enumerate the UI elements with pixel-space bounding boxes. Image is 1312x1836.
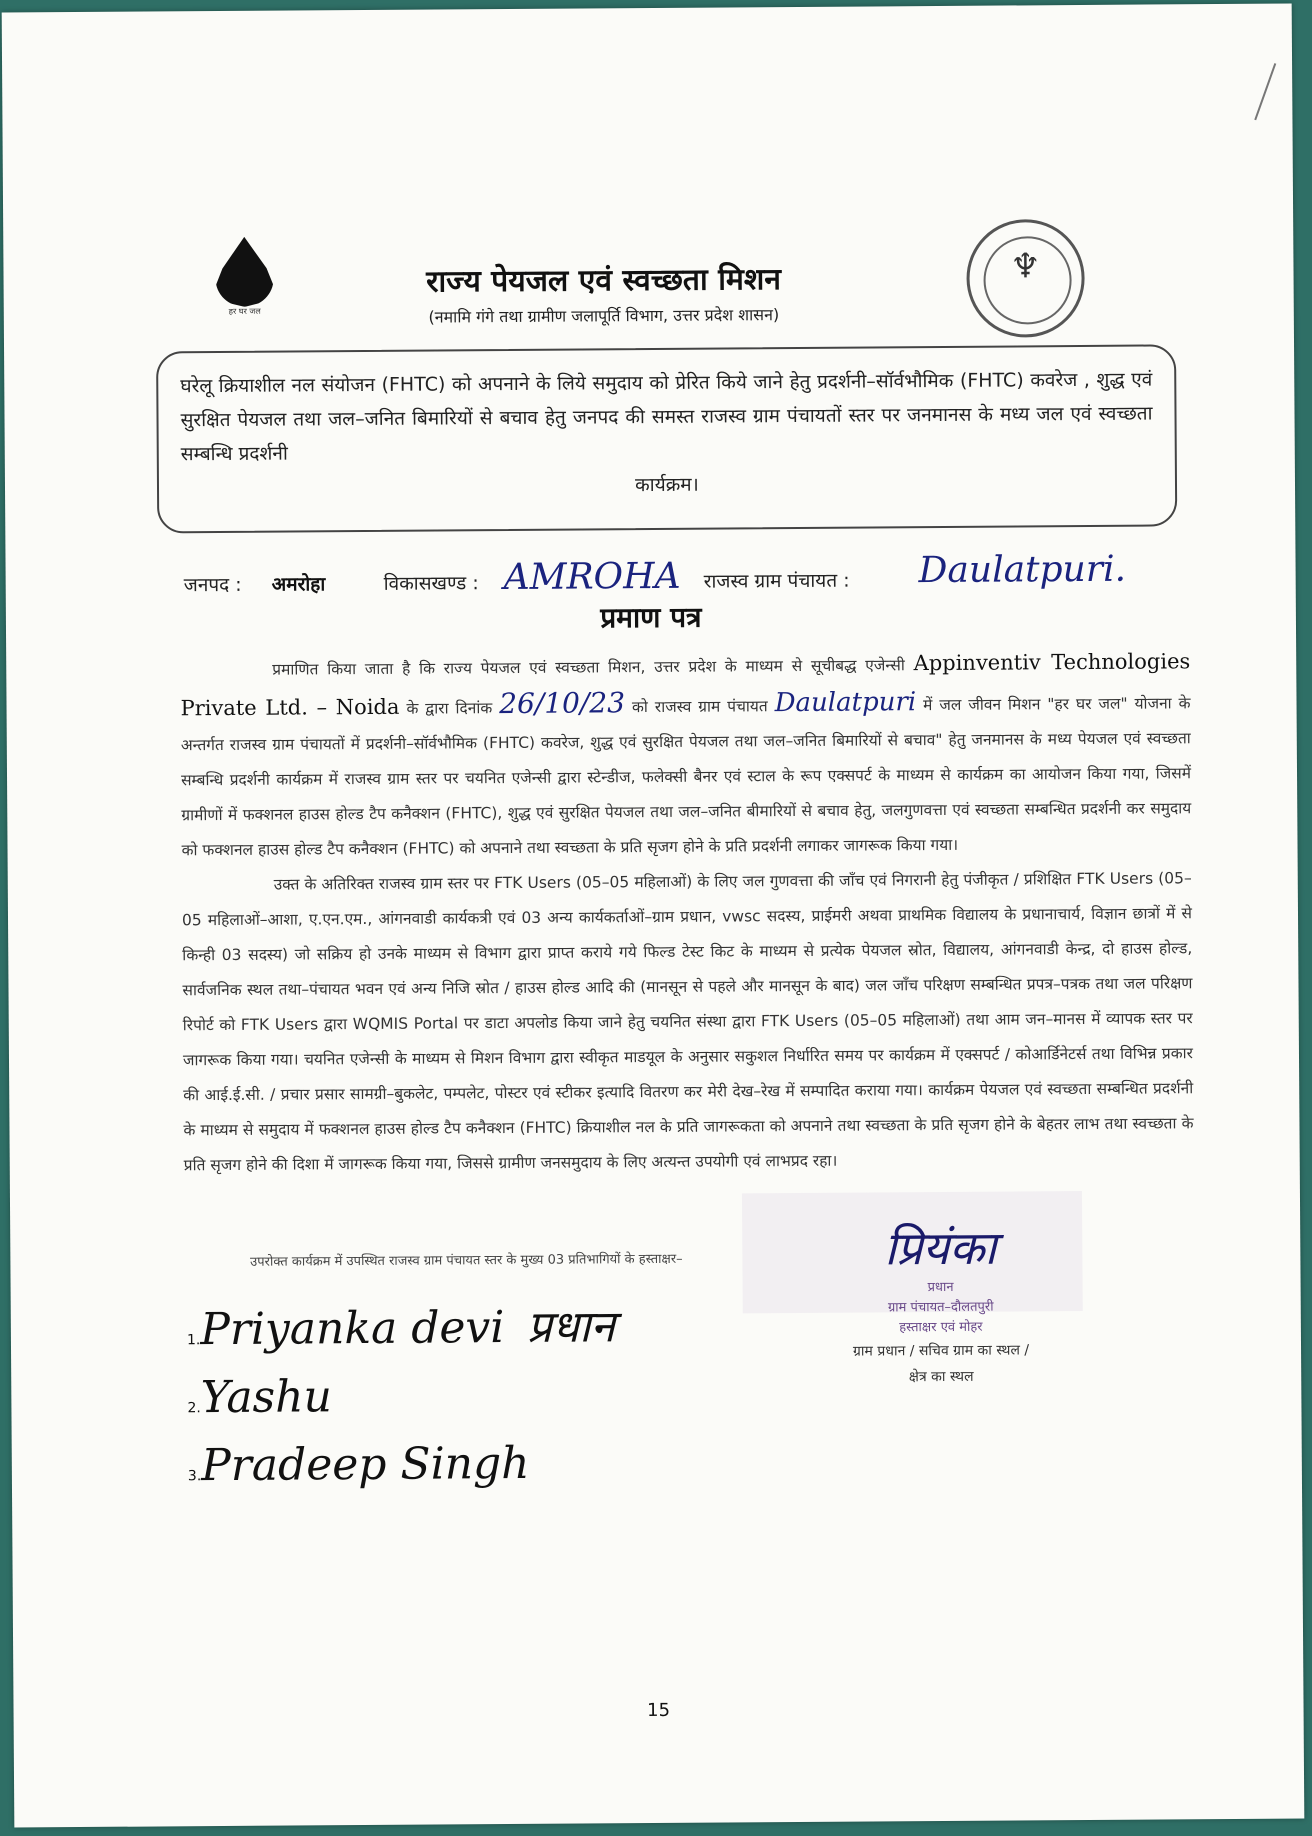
certificate-body: [180, 644, 1194, 1183]
program-description-box: [156, 344, 1177, 533]
signatory-block: प्रियंका प्रधान ग्राम पंचायत–दौलतपुरी हस्ताक्षर एवं मोहर ग्राम प्रधान / सचिव ग्राम का स्थल / क्षेत्र का स्थल: [810, 1215, 1071, 1391]
water-drop-icon: [215, 237, 273, 307]
page-number: 15: [647, 1699, 671, 1722]
up-government-seal-icon: ♆: [966, 219, 1085, 338]
program-description-end: कार्यक्रम।: [635, 473, 699, 497]
participants-note: उपरोक्त कार्यक्रम में उपस्थित राजस्व ग्राम पंचायत स्तर के मुख्य 03 प्रतिभागियों के हस्ताक्षर–: [250, 1251, 683, 1270]
participant-1: 1.Priyanka devi प्रधान: [187, 1298, 687, 1369]
logo-caption: हर घर जल: [228, 306, 261, 316]
panchayat-value: Daulatpuri.: [918, 548, 1127, 592]
mission-subtitle: (नमामि गंगे तथा ग्रामीण जलापूर्ति विभाग, उत्तर प्रदेश शासन): [428, 305, 780, 327]
document-page: [2, 4, 1305, 1828]
village-name: Daulatpuri: [774, 687, 917, 719]
pradhan-signature: प्रियंका: [884, 1220, 997, 1276]
participants-list: [187, 1298, 688, 1505]
block-label: विकासखण्ड :: [383, 572, 479, 595]
agency-name: Appinventiv Technologies Private Ltd. – Noida: [180, 649, 1191, 721]
jal-jeevan-logo: [199, 237, 290, 334]
certificate-title: प्रमाण पत्र: [600, 600, 702, 635]
participant-3: 3.Pradeep Singh: [187, 1437, 530, 1492]
participant-role: प्रधान: [526, 1301, 615, 1353]
panchayat-label: राजस्व ग्राम पंचायत :: [703, 569, 850, 593]
pen-mark: [1254, 63, 1276, 120]
block-value: AMROHA: [503, 555, 681, 599]
district-label: जनपद :: [183, 573, 242, 597]
paragraph-1: प्रमाणित किया जाता है कि राज्य पेयजल एवं स्वच्छता मिशन, उत्तर प्रदेश के माध्यम से सूचीबद्ध एजेन्सी Appinventiv Technologies Private Ltd. – Noida के द्वारा दिनांक 26/10/23 को राजस्व ग्राम पंचायत Daulatpuri में जल जीवन मिशन "हर घर जल" योजना के अन्तर्गत राजस्व ग्राम पंचायतों में प्रदर्शनी–सॉर्वभौमिक (FHTC) कवरेज, शुद्ध एवं सुरक्षित पेयजल तथा जल–जनित बिमारियों से बचाव" हेतु जनमानस के मध्य पेयजल एवं स्वच्छता सम्बन्धि प्रदर्शनी कार्यक्रम में राजस्व ग्राम स्तर पर चयनित एजेन्सी द्वारा स्टेन्डीज, फलेक्सी बैनर एवं स्टाल के रूप एक्सपर्ट के माध्यम से कार्यक्रम का आयोजन किया गया, जिसमें ग्रामीणों में फक्शनल हाउस होल्ड टैप कनैक्शन (FHTC), शुद्ध एवं सुरक्षित पेयजल तथा जल–जनित बीमारियों से बचाव हेतु, जलगुणवत्ता एवं स्वच्छता सम्बन्धित प्रदर्शनी कर समुदाय को फक्शनल हाउस होल्ड टैप कनैक्शन (FHTC) को अपनाने तथा स्वच्छता के प्रति सृजग होने के प्रति प्रदर्शनी लगाकर जागरूक किया गया।: [180, 649, 1192, 860]
mission-title: राज्य पेयजल एवं स्वच्छता मिशन: [426, 262, 782, 300]
participant-2: 2.Yashu: [187, 1371, 333, 1424]
paragraph-2: उक्त के अतिरिक्त राजस्व ग्राम स्तर पर FTK Users (05–05 महिलाओं) के लिए जल गुणवत्ता की जाँच एवं निगरानी हेतु पंजीकृत / प्रशिक्षित FTK Users (05–05 महिलाओं–आशा, ए.एन.एम., आंगनवाडी कार्यकत्री एवं 03 अन्य कार्यकर्ताओं–ग्राम प्रधान, vwsc सदस्य, प्राईमरी अथवा प्राथमिक विद्यालय के प्रधानाचार्य, विज्ञान छात्रों में से किन्ही 03 सदस्य) जो सक्रिय हो उनके माध्यम से विभाग द्वारा प्राप्त कराये गये फिल्ड टेस्ट किट के माध्यम से प्रत्येक पेयजल स्रोत, विद्यालय, आंगनवाडी केन्द्र, दो हाउस होल्ड, सार्वजनिक स्थल तथा–पंचायत भवन एवं अन्य निजि स्रोत / हाउस होल्ड आदि की (मानसून से पहले और मानसून के बाद) जल जाँच परिक्षण सम्बन्धित प्रपत्र–पत्रक तथा जल परिक्षण रिपोर्ट को FTK Users द्वारा WQMIS Portal पर डाटा अपलोड किया जाने हेतु चयनित संस्था द्वारा FTK Users (05–05 महिलाओं) तथा आम जन–मानस में व्यापक स्तर पर जागरूक किया गया। चयनित एजेन्सी के माध्यम से मिशन विभाग द्वारा स्वीकृत माडयूल के अनुसार सकुशल निर्धारित समय पर कार्यक्रम में एक्सपर्ट / कोआर्डिनेटर्स तथा विभिन्न प्रकार की आई.ई.सी. / प्रचार प्रसार सामग्री–बुकलेट, पम्पलेट, पोस्टर एवं स्टीकर इत्यादि वितरण कर मेरी देख–रेख में सम्पादित कराया गया। कार्यक्रम पेयजल एवं स्वच्छता सम्बन्धित प्रदर्शनी के माध्यम से समुदाय में फक्शनल हाउस होल्ड टैप कनैक्शन (FHTC) क्रियाशील नल के प्रति जागरूकता को अपनाने तथा स्वच्छता के प्रति सृजग होने के बेहतर लाभ तथा स्वच्छता के प्रति सृजग होने की दिशा में जागरूक किया गया, जिससे ग्रामीण जनसमुदाय के लिए अत्यन्त उपयोगी एवं लाभप्रद रहा।: [181, 869, 1194, 1175]
signatory-caption: ग्राम प्रधान / सचिव ग्राम का स्थल /: [852, 1342, 1030, 1360]
program-description: घरेलू क्रियाशील नल संयोजन (FHTC) को अपनाने के लिये समुदाय को प्रेरित किये जाने हेतु प्रदर्शनी–सॉर्वभौमिक (FHTC) कवरेज , शुद्ध एवं सुरक्षित पेयजल तथा जल–जनित बिमारियों से बचाव हेतु जनपद की समस्त राजस्व ग्राम पंचायतों स्तर पर जनमानस के मध्य जल एवं स्वच्छता सम्बन्धि प्रदर्शनी: [180, 368, 1153, 466]
district-value: अमरोहा: [271, 573, 326, 596]
program-date: 26/10/23: [499, 686, 626, 721]
